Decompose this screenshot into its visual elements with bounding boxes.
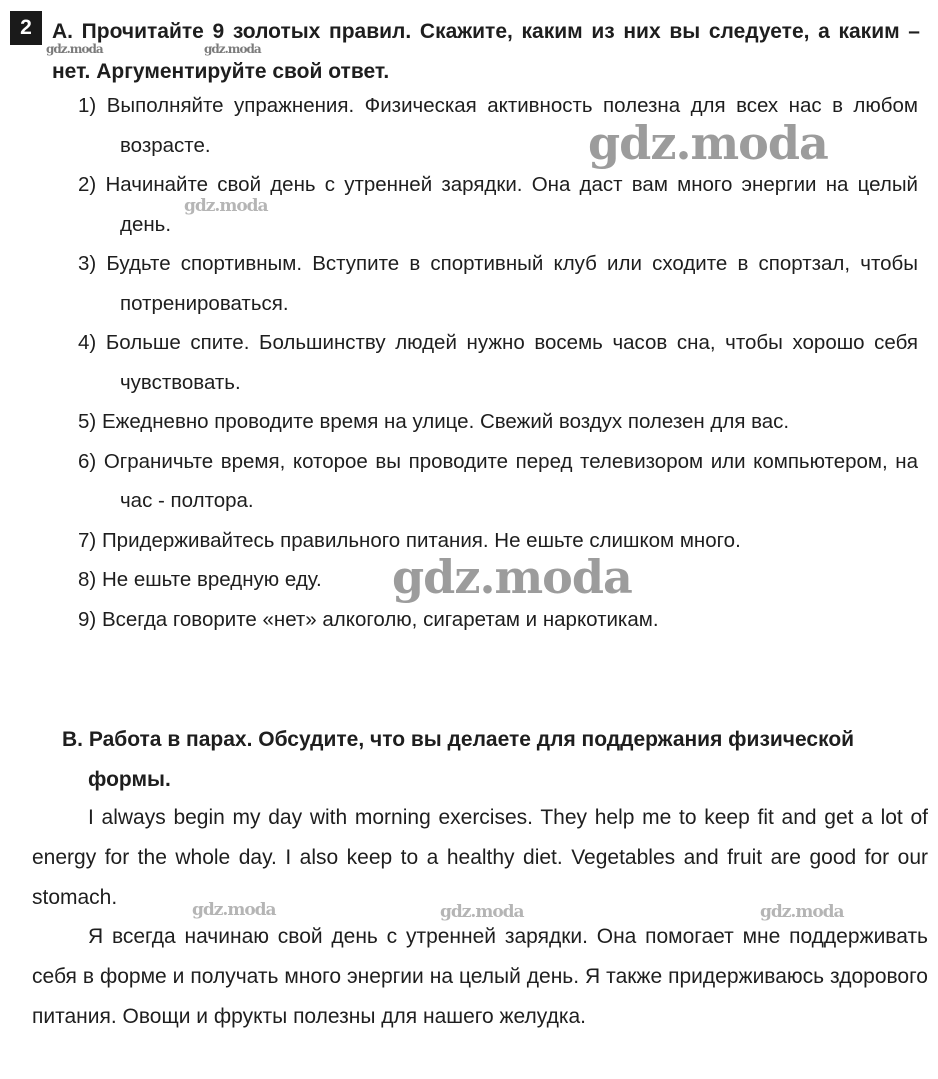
exercise-number-badge: 2: [10, 11, 42, 45]
watermark: gdz.moda: [760, 902, 844, 922]
watermark: gdz.moda: [46, 42, 103, 56]
rule-item: 1) Выполняйте упражнения. Физическая активность полезна для всех нас в любом возрасте.: [78, 94, 918, 157]
task-b-instruction: [62, 720, 928, 800]
answer-russian: Я всегда начинаю свой день с утренней зарядки. Она помогает мне поддерживать себя в форме и получать много энергии на целый день. Я также придерживаюсь здорового питания. Овощи и фрукты полезны для нашего желудка.: [32, 925, 928, 1028]
task-b-line1: B. Работа в парах. Обсудите, что вы делаете для поддержания физической: [62, 728, 855, 751]
rule-item: 4) Больше спите. Большинству людей нужно восемь часов сна, чтобы хорошо себя чувствовать.: [78, 331, 918, 394]
rule-item: 2) Начинайте свой день с утренней зарядки. Она даст вам много энергии на целый день.: [78, 173, 918, 236]
task-a-instruction: А. Прочитайте 9 золотых правил. Скажите, каким из них вы следуете, а каким – нет. Аргументируйте свой ответ.: [52, 20, 920, 83]
rule-item: 8) Не ешьте вредную еду.: [78, 568, 322, 591]
watermark: gdz.moda: [588, 116, 828, 170]
watermark: gdz.moda: [440, 902, 524, 922]
answer-english: I always begin my day with morning exercises. They help me to keep fit and get a lot of energy for the whole day. I also keep to a healthy diet. Vegetables and fruit are good for our stomach.: [32, 806, 928, 909]
watermark: gdz.moda: [184, 196, 268, 216]
rule-item: 6) Ограничьте время, которое вы проводите перед телевизором или компьютером, на час - полтора.: [78, 449, 918, 512]
watermark: gdz.moda: [204, 42, 261, 56]
watermark: gdz.moda: [392, 550, 632, 604]
rule-item: 7) Придерживайтесь правильного питания. Не ешьте слишком много.: [78, 528, 741, 552]
rule-item: 5) Ежедневно проводите время на улице. Свежий воздух полезен для вас.: [78, 410, 790, 433]
rule-item: 3) Будьте спортивным. Вступите в спортивный клуб или сходите в спортзал, чтобы потренироваться.: [78, 252, 918, 315]
rule-item: 9) Всегда говорите «нет» алкоголю, сигаретам и наркотикам.: [78, 607, 659, 631]
task-b-line2: формы.: [88, 768, 171, 791]
watermark: gdz.moda: [192, 900, 276, 920]
